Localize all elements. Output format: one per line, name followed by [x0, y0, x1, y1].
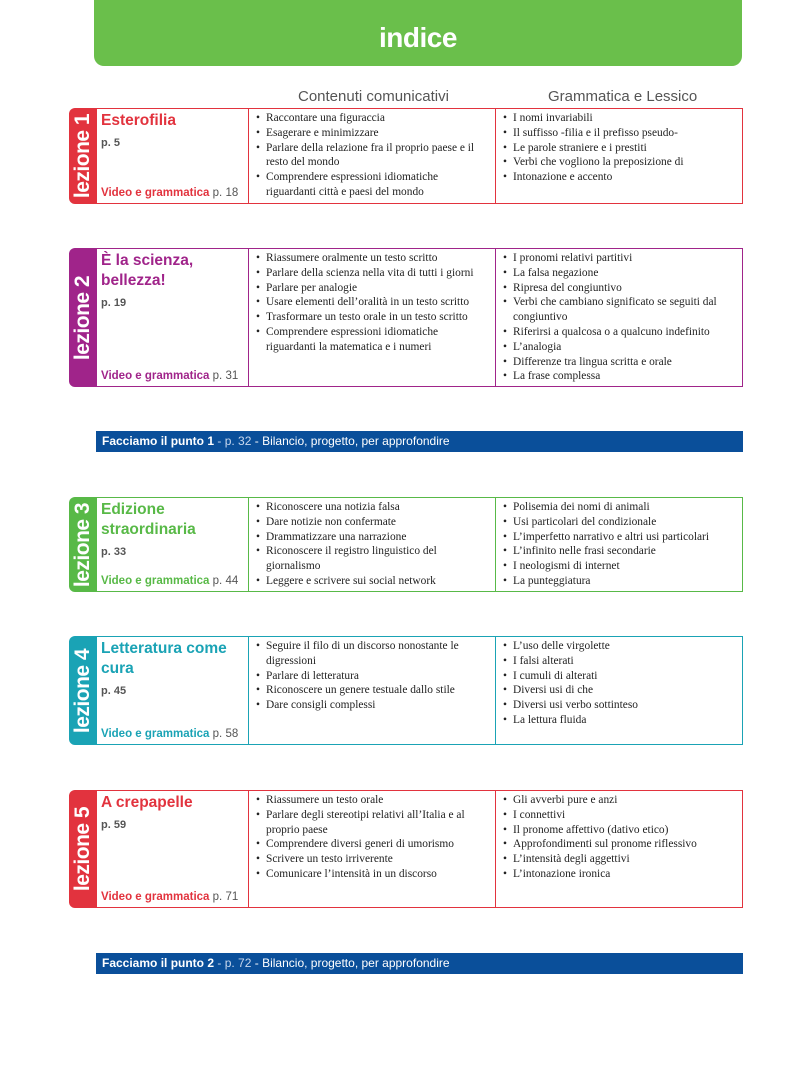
- list-item: • Leggere e scrivere sui social network: [254, 574, 490, 589]
- lesson-title[interactable]: A crepapelle p. 59: [101, 793, 251, 835]
- list-item: • La punteggiatura: [501, 574, 737, 589]
- facciamo-il-punto-bar[interactable]: Facciamo il punto 2 - p. 72 - Bilancio, progetto, per approfondire: [96, 953, 743, 974]
- list-item: • Riconoscere il registro linguistico del giornalismo: [254, 544, 490, 574]
- lesson-tab: [69, 108, 96, 204]
- lesson-tab-label: lezione 3: [70, 502, 94, 587]
- grammar-list: [501, 639, 737, 728]
- list-item: • I neologismi di internet: [501, 559, 737, 574]
- list-item: • La lettura fluida: [501, 713, 737, 728]
- list-item: • Parlare per analogie: [254, 281, 490, 296]
- list-item: • Comprendere espressioni idiomatiche riguardanti la matematica e i numeri: [254, 325, 490, 355]
- lesson-tab: [69, 248, 96, 387]
- list-item: • Parlare della relazione fra il proprio paese e il resto del mondo: [254, 141, 490, 171]
- lesson-title[interactable]: Letteratura come cura p. 45: [101, 639, 251, 701]
- list-item: • La falsa negazione: [501, 266, 737, 281]
- column-header-comunicativi: Contenuti comunicativi: [298, 88, 449, 105]
- list-item: • Approfondimenti sul pronome riflessivo: [501, 837, 737, 852]
- list-item: • L’intonazione ironica: [501, 867, 737, 882]
- list-item: • Riferirsi a qualcosa o a qualcuno indefinito: [501, 325, 737, 340]
- lesson-page: p. 59: [101, 819, 127, 831]
- facciamo-il-punto-bar[interactable]: Facciamo il punto 1 - p. 32 - Bilancio, progetto, per approfondire: [96, 431, 743, 452]
- list-item: • L’analogia: [501, 340, 737, 355]
- list-item: • I cumuli di alterati: [501, 669, 737, 684]
- lesson-block: [69, 108, 743, 204]
- lesson-title[interactable]: È la scienza, bellezza! p. 19: [101, 251, 251, 313]
- list-item: • Riassumere oralmente un testo scritto: [254, 251, 490, 266]
- grammar-list: [501, 500, 737, 589]
- list-item: • Dare consigli complessi: [254, 698, 490, 713]
- video-link[interactable]: Video e grammatica p. 44: [101, 575, 239, 587]
- grammar-list: [501, 793, 737, 882]
- list-item: • Usare elementi dell’oralità in un testo scritto: [254, 295, 490, 310]
- list-item: • Comunicare l’intensità in un discorso: [254, 867, 490, 882]
- column-header-grammatica: Grammatica e Lessico: [548, 88, 698, 105]
- list-item: • I pronomi relativi partitivi: [501, 251, 737, 266]
- list-item: • Riconoscere una notizia falsa: [254, 500, 490, 515]
- grammar-list: [501, 251, 737, 384]
- list-item: • I nomi invariabili: [501, 111, 737, 126]
- lesson-page: p. 45: [101, 685, 127, 697]
- list-item: • Verbi che vogliono la preposizione di: [501, 155, 737, 170]
- list-item: • Parlare di letteratura: [254, 669, 490, 684]
- video-link[interactable]: Video e grammatica p. 18: [101, 187, 239, 199]
- lesson-tab-label: lezione 5: [70, 806, 94, 892]
- list-item: • Comprendere diversi generi di umorismo: [254, 837, 490, 852]
- list-item: • Intonazione e accento: [501, 170, 737, 185]
- lesson-title[interactable]: Esterofilia p. 5: [101, 111, 251, 153]
- list-item: • Parlare degli stereotipi relativi all’Italia e al proprio paese: [254, 808, 490, 838]
- list-item: • Usi particolari del condizionale: [501, 515, 737, 530]
- lesson-tab: [69, 790, 96, 908]
- page-title: indice: [379, 22, 457, 53]
- list-item: • L’imperfetto narrativo e altri usi particolari: [501, 530, 737, 545]
- lesson-tab-label: lezione 4: [70, 648, 94, 733]
- list-item: • Esagerare e minimizzare: [254, 126, 490, 141]
- list-item: • Riconoscere un genere testuale dallo stile: [254, 683, 490, 698]
- lesson-page: p. 5: [101, 137, 120, 149]
- list-item: • Trasformare un testo orale in un testo scritto: [254, 310, 490, 325]
- communicative-list: [254, 500, 490, 589]
- lesson-page: p. 19: [101, 297, 127, 309]
- list-item: • I falsi alterati: [501, 654, 737, 669]
- lesson-tab: [69, 636, 96, 745]
- list-item: • Diversi usi di che: [501, 683, 737, 698]
- lesson-page: p. 33: [101, 546, 127, 558]
- lesson-title[interactable]: Edizione straordinaria p. 33: [101, 500, 251, 562]
- list-item: • L’infinito nelle frasi secondarie: [501, 544, 737, 559]
- list-item: • Il suffisso -filia e il prefisso pseudo-: [501, 126, 737, 141]
- list-item: • Seguire il filo di un discorso nonostante le digressioni: [254, 639, 490, 669]
- list-item: • La frase complessa: [501, 369, 737, 384]
- list-item: • Diversi usi verbo sottinteso: [501, 698, 737, 713]
- communicative-list: [254, 639, 490, 713]
- list-item: • Riassumere un testo orale: [254, 793, 490, 808]
- list-item: • L’uso delle virgolette: [501, 639, 737, 654]
- list-item: • L’intensità degli aggettivi: [501, 852, 737, 867]
- list-item: • Gli avverbi pure e anzi: [501, 793, 737, 808]
- list-item: • Comprendere espressioni idiomatiche riguardanti città e paesi del mondo: [254, 170, 490, 200]
- list-item: • Raccontare una figuraccia: [254, 111, 490, 126]
- list-item: • Parlare della scienza nella vita di tutti i giorni: [254, 266, 490, 281]
- lesson-tab-label: lezione 1: [70, 113, 94, 199]
- lesson-tab: [69, 497, 96, 592]
- list-item: • I connettivi: [501, 808, 737, 823]
- lesson-tab-label: lezione 2: [70, 275, 94, 360]
- list-item: • Ripresa del congiuntivo: [501, 281, 737, 296]
- header-banner: [94, 0, 742, 66]
- grammar-list: [501, 111, 737, 185]
- video-link[interactable]: Video e grammatica p. 71: [101, 891, 239, 903]
- video-link[interactable]: Video e grammatica p. 58: [101, 728, 239, 740]
- list-item: • Dare notizie non confermate: [254, 515, 490, 530]
- communicative-list: [254, 251, 490, 355]
- video-link[interactable]: Video e grammatica p. 31: [101, 370, 239, 382]
- lesson-block: [69, 636, 743, 745]
- list-item: • Drammatizzare una narrazione: [254, 530, 490, 545]
- list-item: • Le parole straniere e i prestiti: [501, 141, 737, 156]
- list-item: • Verbi che cambiano significato se seguiti dal congiuntivo: [501, 295, 737, 325]
- lesson-block: [69, 248, 743, 387]
- list-item: • Polisemia dei nomi di animali: [501, 500, 737, 515]
- communicative-list: [254, 111, 490, 200]
- lesson-block: [69, 497, 743, 592]
- list-item: • Scrivere un testo irriverente: [254, 852, 490, 867]
- list-item: • Differenze tra lingua scritta e orale: [501, 355, 737, 370]
- list-item: • Il pronome affettivo (dativo etico): [501, 823, 737, 838]
- communicative-list: [254, 793, 490, 882]
- lesson-block: [69, 790, 743, 908]
